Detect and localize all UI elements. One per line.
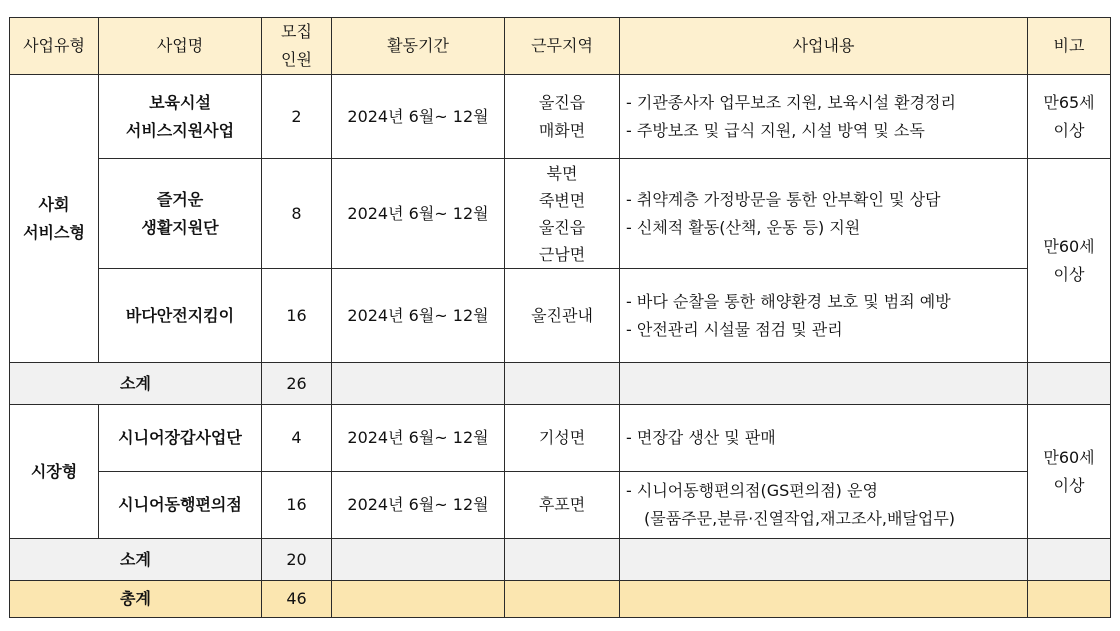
content-cell (620, 405, 1028, 472)
work-area-cell (505, 159, 620, 269)
total-label: 총계 (10, 581, 262, 618)
project-name-line1: 시니어장갑사업단 (118, 428, 242, 447)
work-area: 후포면 (538, 495, 586, 514)
activity-period: 2024년 6월~ 12월 (332, 159, 505, 269)
type-cell-social (10, 75, 99, 363)
content-cell (620, 75, 1028, 159)
type-social-line1: 사회 (38, 194, 70, 214)
project-name-line1: 바다안전지킴이 (125, 305, 235, 325)
senior-jobs-table (9, 17, 1111, 618)
note-line1: 만60세 (1043, 236, 1095, 256)
note-cell (1028, 75, 1111, 159)
header-recruit-line2: 인원 (281, 50, 312, 69)
note-line2: 이상 (1053, 264, 1085, 284)
recruit-count: 8 (262, 159, 332, 269)
content-line: - 면장갑 생산 및 판매 (626, 428, 776, 447)
content-line: - 바다 순찰을 통한 해양환경 보호 및 범죄 예방 (626, 291, 951, 311)
table-row (10, 75, 1111, 159)
project-name-cell (99, 159, 262, 269)
recruit-count: 16 (262, 269, 332, 363)
project-name-cell (99, 75, 262, 159)
note-cell (1028, 159, 1111, 363)
activity-period: 2024년 6월~ 12월 (332, 405, 505, 472)
work-area: 죽변면 (538, 190, 586, 210)
type-cell-market (10, 405, 99, 539)
recruit-count: 2 (262, 75, 332, 159)
header-period: 활동기간 (332, 18, 505, 75)
activity-period: 2024년 6월~ 12월 (332, 75, 505, 159)
header-row (10, 18, 1111, 75)
subtotal-label: 소계 (10, 363, 262, 405)
content-cell (620, 472, 1028, 539)
content-line: - 시니어동행편의점(GS편의점) 운영 (626, 481, 878, 500)
project-name-line2: 생활지원단 (141, 217, 219, 237)
project-name-cell (99, 472, 262, 539)
content-cell (620, 269, 1028, 363)
note-cell (1028, 405, 1111, 539)
project-name-line2: 서비스지원사업 (125, 120, 235, 140)
subtotal-label: 소계 (10, 539, 262, 581)
work-area: 기성면 (538, 428, 586, 447)
type-social-line2: 서비스형 (23, 222, 85, 242)
project-name-line1: 보육시설 (149, 92, 211, 112)
table-row (10, 159, 1111, 269)
total-row (10, 581, 1111, 618)
work-area: 근남면 (538, 244, 586, 264)
work-area: 매화면 (538, 120, 586, 140)
content-cell (620, 159, 1028, 269)
subtotal-value: 20 (262, 539, 332, 581)
project-name-line1: 즐거운 (156, 189, 204, 209)
header-recruit-line1: 모집 (281, 22, 312, 41)
content-line: - 안전관리 시설물 점검 및 관리 (626, 319, 843, 339)
header-content: 사업내용 (620, 18, 1028, 75)
content-line: - 주방보조 및 급식 지원, 시설 방역 및 소독 (626, 120, 925, 140)
header-area: 근무지역 (505, 18, 620, 75)
project-name-cell (99, 269, 262, 363)
header-type: 사업유형 (10, 18, 99, 75)
table-row (10, 269, 1111, 363)
type-market-line1: 시장형 (30, 461, 78, 481)
table-row (10, 405, 1111, 472)
total-value: 46 (262, 581, 332, 618)
project-name-line1: 시니어동행편의점 (118, 495, 242, 514)
header-name: 사업명 (99, 18, 262, 75)
header-recruit (262, 18, 332, 75)
work-area-cell (505, 472, 620, 539)
recruit-count: 16 (262, 472, 332, 539)
note-line1: 만65세 (1043, 92, 1095, 112)
recruit-count: 4 (262, 405, 332, 472)
table-row (10, 472, 1111, 539)
project-name-cell (99, 405, 262, 472)
subtotal-row (10, 539, 1111, 581)
subtotal-row (10, 363, 1111, 405)
work-area-cell (505, 269, 620, 363)
note-line1: 만60세 (1043, 447, 1095, 467)
content-line: - 기관종사자 업무보조 지원, 보육시설 환경정리 (626, 92, 956, 112)
work-area: 울진읍 (538, 217, 586, 237)
note-line2: 이상 (1053, 120, 1085, 140)
work-area: 울진읍 (538, 92, 586, 112)
content-line: - 취약계층 가정방문을 통한 안부확인 및 상담 (626, 189, 941, 209)
subtotal-value: 26 (262, 363, 332, 405)
activity-period: 2024년 6월~ 12월 (332, 269, 505, 363)
note-line2: 이상 (1053, 475, 1085, 495)
content-line: (물품주문,분류·진열작업,재고조사,배달업무) (644, 509, 956, 528)
header-note: 비고 (1028, 18, 1111, 75)
work-area-cell (505, 75, 620, 159)
activity-period: 2024년 6월~ 12월 (332, 472, 505, 539)
content-line: - 신체적 활동(산책, 운동 등) 지원 (626, 217, 861, 237)
work-area: 울진관내 (531, 305, 593, 325)
work-area: 북면 (546, 163, 578, 183)
work-area-cell (505, 405, 620, 472)
